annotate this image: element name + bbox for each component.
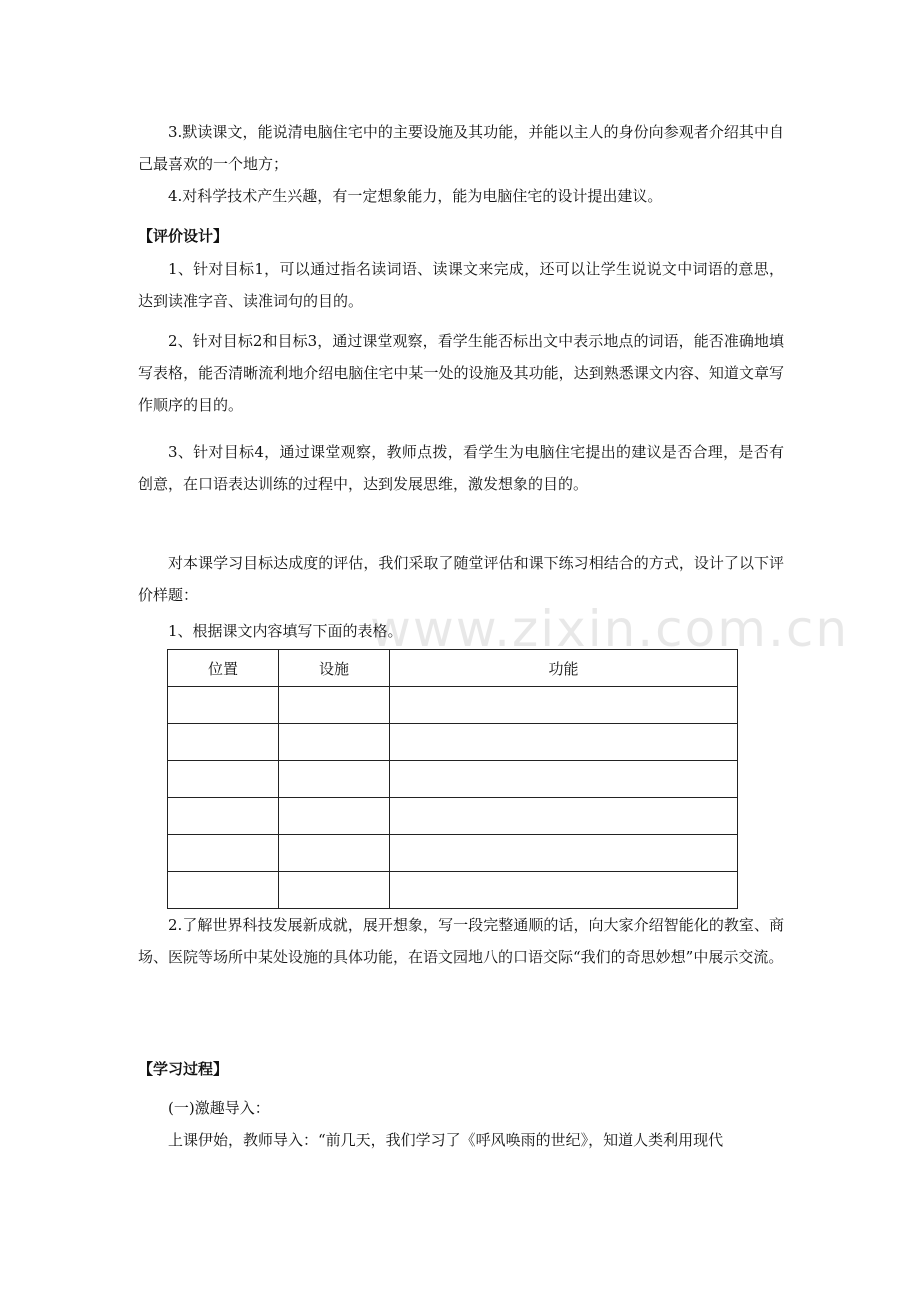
table-cell[interactable] [390,798,738,835]
eval-item-2: 2、针对目标2和目标3，通过课堂观察，看学生能否标出文中表示地点的词语，能否准确地填写表格，能否清晰流利地介绍电脑住宅中某一处的设施及其功能，达到熟悉课文内容、知道文章写作顺序的目的。 [138,332,784,414]
table-header-position: 位置 [168,650,279,687]
table-row [168,687,738,724]
table-cell[interactable] [390,687,738,724]
eval-item-1: 1、针对目标1，可以通过指名读词语、读课文来完成，还可以让学生说说文中词语的意思，达到读准字音、读准词句的目的。 [138,260,784,310]
table-cell[interactable] [168,835,279,872]
table-row [168,798,738,835]
table-cell[interactable] [390,724,738,761]
objective-4: 4.对科学技术产生兴趣，有一定想象能力，能为电脑住宅的设计提出建议。 [168,187,663,205]
table-cell[interactable] [168,872,279,909]
table-cell[interactable] [390,872,738,909]
table-cell[interactable] [390,835,738,872]
table-cell[interactable] [168,724,279,761]
table-row [168,835,738,872]
table-cell[interactable] [279,798,390,835]
question-1: 1、根据课文内容填写下面的表格。 [168,622,403,640]
heading-evaluation-design: 【评价设计】 [138,227,229,245]
heading-learning-process: 【学习过程】 [138,1060,229,1078]
table-cell[interactable] [168,761,279,798]
table-cell[interactable] [279,835,390,872]
table-row [168,761,738,798]
table-cell[interactable] [390,761,738,798]
fill-in-table [167,649,738,909]
table-cell[interactable] [279,761,390,798]
question-2: 2.了解世界科技发展新成就，展开想象，写一段完整通顺的话，向大家介绍智能化的教室、商场、医院等场所中某处设施的具体功能，在语文园地八的口语交际“我们的奇思妙想”中展示交流。 [138,916,784,966]
table-row [168,724,738,761]
watermark: www.zixin.com.cn [370,600,850,658]
table-cell[interactable] [168,687,279,724]
table-row [168,872,738,909]
table-cell[interactable] [279,724,390,761]
table-cell[interactable] [168,798,279,835]
table-header-row [168,650,738,687]
table-header-function: 功能 [390,650,738,687]
eval-intro: 对本课学习目标达成度的评估，我们采取了随堂评估和课下练习相结合的方式，设计了以下评价样题： [138,554,784,604]
process-text: 上课伊始，教师导入：“前几天，我们学习了《呼风唤雨的世纪》，知道人类利用现代 [168,1131,724,1149]
process-step-1: (一)激趣导入： [168,1099,270,1117]
table-header-facility: 设施 [279,650,390,687]
objective-3: 3.默读课文，能说清电脑住宅中的主要设施及其功能，并能以主人的身份向参观者介绍其中自己最喜欢的一个地方； [138,123,784,173]
eval-item-3: 3、针对目标4，通过课堂观察，教师点拨，看学生为电脑住宅提出的建议是否合理，是否有创意，在口语表达训练的过程中，达到发展思维，激发想象的目的。 [138,443,784,493]
table-cell[interactable] [279,687,390,724]
table-cell[interactable] [279,872,390,909]
